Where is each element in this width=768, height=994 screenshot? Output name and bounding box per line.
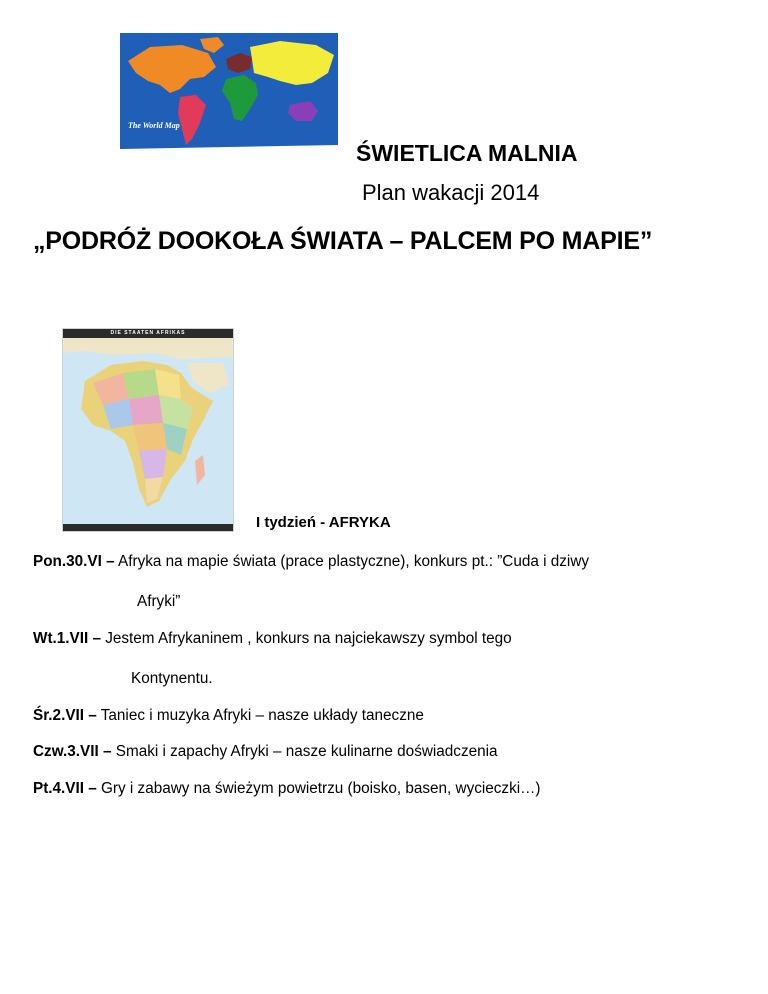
schedule-entry: [33, 706, 424, 726]
world-map-drawing: [120, 33, 338, 161]
schedule-continuation: Afryki”: [137, 593, 181, 610]
school-name: ŚWIETLICA MALNIA: [356, 140, 578, 166]
world-map-caption: The World Map: [128, 121, 180, 130]
schedule-text: Taniec i muzyka Afryki – nasze układy taneczne: [100, 707, 424, 724]
schedule-entry: [33, 742, 498, 762]
schedule-day: Wt.1.VII –: [33, 630, 101, 647]
schedule-entry: [33, 629, 512, 649]
schedule-entry: [33, 552, 589, 572]
africa-map-header: DIE STAATEN AFRIKAS: [63, 329, 233, 338]
program-title: „PODRÓŻ DOOKOŁA ŚWIATA – PALCEM PO MAPIE”: [33, 227, 653, 255]
schedule-text: Gry i zabawy na świeżym powietrzu (boisko, basen, wycieczki…): [101, 780, 541, 797]
schedule-day: Pt.4.VII –: [33, 780, 97, 797]
world-map-image: [120, 33, 338, 161]
africa-map-drawing: [63, 329, 233, 531]
schedule-text: Smaki i zapachy Afryki – nasze kulinarne doświadczenia: [115, 743, 498, 760]
schedule-day: Czw.3.VII –: [33, 743, 112, 760]
plan-year: Plan wakacji 2014: [362, 180, 540, 205]
schedule-text: Afryka na mapie świata (prace plastyczne), konkurs pt.: ”Cuda i dziwy: [118, 553, 590, 570]
schedule-entry: [33, 779, 541, 799]
africa-map-image: [62, 328, 234, 532]
schedule-continuation: Kontynentu.: [131, 670, 213, 687]
schedule-day: Śr.2.VII –: [33, 707, 97, 724]
schedule-day: Pon.30.VI –: [33, 553, 115, 570]
week-heading: I tydzień - AFRYKA: [256, 514, 391, 531]
schedule-text: Jestem Afrykaninem , konkurs na najciekawszy symbol tego: [105, 630, 512, 647]
